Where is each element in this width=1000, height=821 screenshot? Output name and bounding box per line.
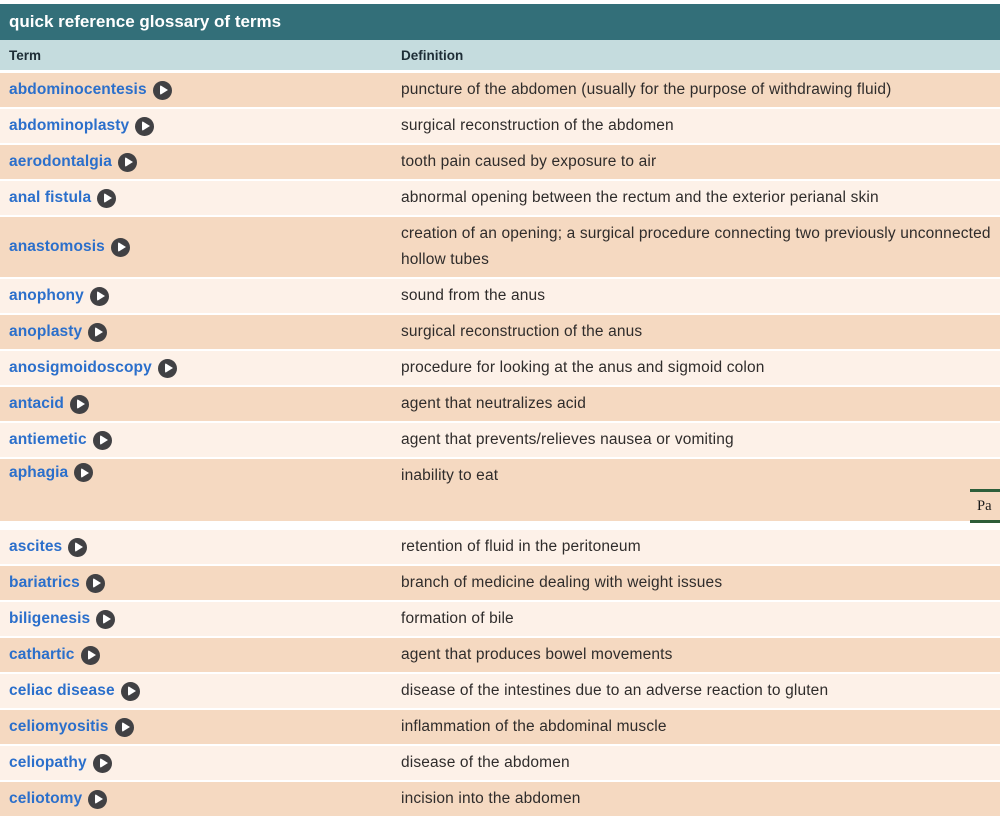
audio-play-icon[interactable] bbox=[111, 238, 130, 257]
audio-play-icon[interactable] bbox=[121, 682, 140, 701]
table-row bbox=[0, 217, 1000, 277]
definition-text: incision into the abdomen bbox=[401, 790, 581, 807]
table-row bbox=[0, 746, 1000, 780]
audio-play-icon[interactable] bbox=[115, 718, 134, 737]
term-cell bbox=[0, 754, 401, 773]
table-row bbox=[0, 387, 1000, 421]
audio-play-icon[interactable] bbox=[118, 153, 137, 172]
table-row bbox=[0, 351, 1000, 385]
term-cell bbox=[0, 538, 401, 557]
term-cell bbox=[0, 790, 401, 809]
term-cell bbox=[0, 610, 401, 629]
term-link[interactable]: antiemetic bbox=[9, 431, 87, 448]
term-cell bbox=[0, 117, 401, 136]
definition-text: surgical reconstruction of the abdomen bbox=[401, 117, 674, 134]
column-header-definition: Definition bbox=[401, 47, 464, 63]
column-header-row bbox=[0, 40, 1000, 70]
term-cell bbox=[0, 646, 401, 665]
term-link[interactable]: ascites bbox=[9, 538, 63, 555]
term-cell bbox=[0, 395, 401, 414]
term-link[interactable]: anophony bbox=[9, 287, 84, 304]
table-row bbox=[0, 638, 1000, 672]
glossary-title-bar bbox=[0, 4, 1000, 40]
term-cell bbox=[0, 574, 401, 593]
table-row bbox=[0, 459, 1000, 521]
definition-text: branch of medicine dealing with weight issues bbox=[401, 574, 723, 591]
audio-play-icon[interactable] bbox=[135, 117, 154, 136]
term-link[interactable]: celiotomy bbox=[9, 790, 83, 807]
table-row bbox=[0, 602, 1000, 636]
term-link[interactable]: celiac disease bbox=[9, 682, 115, 699]
term-link[interactable]: aerodontalgia bbox=[9, 153, 112, 170]
term-cell bbox=[0, 459, 401, 482]
table-row bbox=[0, 181, 1000, 215]
audio-play-icon[interactable] bbox=[88, 323, 107, 342]
term-link[interactable]: abdominocentesis bbox=[9, 81, 147, 98]
audio-play-icon[interactable] bbox=[68, 538, 87, 557]
audio-play-icon[interactable] bbox=[81, 646, 100, 665]
definition-text: retention of fluid in the peritoneum bbox=[401, 538, 641, 555]
term-link[interactable]: anastomosis bbox=[9, 238, 105, 255]
definition-text: tooth pain caused by exposure to air bbox=[401, 153, 657, 170]
table-row bbox=[0, 315, 1000, 349]
term-link[interactable]: celiomyositis bbox=[9, 718, 109, 735]
term-cell bbox=[0, 153, 401, 172]
definition-text: agent that prevents/relieves nausea or vomiting bbox=[401, 431, 734, 448]
definition-text: abnormal opening between the rectum and the exterior perianal skin bbox=[401, 189, 879, 206]
term-cell bbox=[0, 287, 401, 306]
term-link[interactable]: anoplasty bbox=[9, 323, 83, 340]
term-link[interactable]: aphagia bbox=[9, 463, 69, 481]
term-link[interactable]: abdominoplasty bbox=[9, 117, 130, 134]
table-row bbox=[0, 73, 1000, 107]
term-link[interactable]: antacid bbox=[9, 395, 64, 412]
definition-text: creation of an opening; a surgical procedure connecting two previously unconnected hollow tubes bbox=[401, 225, 991, 268]
term-link[interactable]: celiopathy bbox=[9, 754, 87, 771]
definition-text: puncture of the abdomen (usually for the purpose of withdrawing fluid) bbox=[401, 81, 892, 98]
term-cell bbox=[0, 238, 401, 257]
table-row bbox=[0, 674, 1000, 708]
table-row bbox=[0, 782, 1000, 816]
term-cell bbox=[0, 682, 401, 701]
definition-text: agent that neutralizes acid bbox=[401, 395, 587, 412]
audio-play-icon[interactable] bbox=[158, 359, 177, 378]
definition-text: disease of the intestines due to an adverse reaction to gluten bbox=[401, 682, 829, 699]
table-row bbox=[0, 109, 1000, 143]
term-link[interactable]: bariatrics bbox=[9, 574, 80, 591]
column-header-term: Term bbox=[9, 47, 42, 63]
definition-text: inability to eat bbox=[401, 467, 499, 484]
definition-text: surgical reconstruction of the anus bbox=[401, 323, 643, 340]
term-cell bbox=[0, 323, 401, 342]
audio-play-icon[interactable] bbox=[90, 287, 109, 306]
table-row bbox=[0, 566, 1000, 600]
definition-text: inflammation of the abdominal muscle bbox=[401, 718, 667, 735]
term-cell bbox=[0, 431, 401, 450]
term-cell bbox=[0, 81, 401, 100]
audio-play-icon[interactable] bbox=[70, 395, 89, 414]
table-row bbox=[0, 145, 1000, 179]
audio-play-icon[interactable] bbox=[97, 189, 116, 208]
audio-play-icon[interactable] bbox=[153, 81, 172, 100]
page-number-marker: Pa bbox=[970, 489, 1000, 523]
audio-play-icon[interactable] bbox=[88, 790, 107, 809]
term-link[interactable]: cathartic bbox=[9, 646, 75, 663]
term-cell bbox=[0, 359, 401, 378]
table-row bbox=[0, 279, 1000, 313]
term-link[interactable]: anosigmoidoscopy bbox=[9, 359, 152, 376]
term-link[interactable]: anal fistula bbox=[9, 189, 92, 206]
table-row bbox=[0, 710, 1000, 744]
term-cell bbox=[0, 189, 401, 208]
definition-text: sound from the anus bbox=[401, 287, 546, 304]
definition-text: agent that produces bowel movements bbox=[401, 646, 673, 663]
term-cell bbox=[0, 718, 401, 737]
audio-play-icon[interactable] bbox=[93, 754, 112, 773]
definition-text: disease of the abdomen bbox=[401, 754, 570, 771]
audio-play-icon[interactable] bbox=[93, 431, 112, 450]
definition-text: formation of bile bbox=[401, 610, 514, 627]
table-row bbox=[0, 423, 1000, 457]
term-link[interactable]: biligenesis bbox=[9, 610, 91, 627]
glossary-title: quick reference glossary of terms bbox=[9, 12, 282, 31]
glossary-table-body bbox=[0, 73, 1000, 816]
table-row bbox=[0, 530, 1000, 564]
audio-play-icon[interactable] bbox=[86, 574, 105, 593]
audio-play-icon[interactable] bbox=[96, 610, 115, 629]
definition-text: procedure for looking at the anus and sigmoid colon bbox=[401, 359, 765, 376]
audio-play-icon[interactable] bbox=[74, 463, 93, 482]
